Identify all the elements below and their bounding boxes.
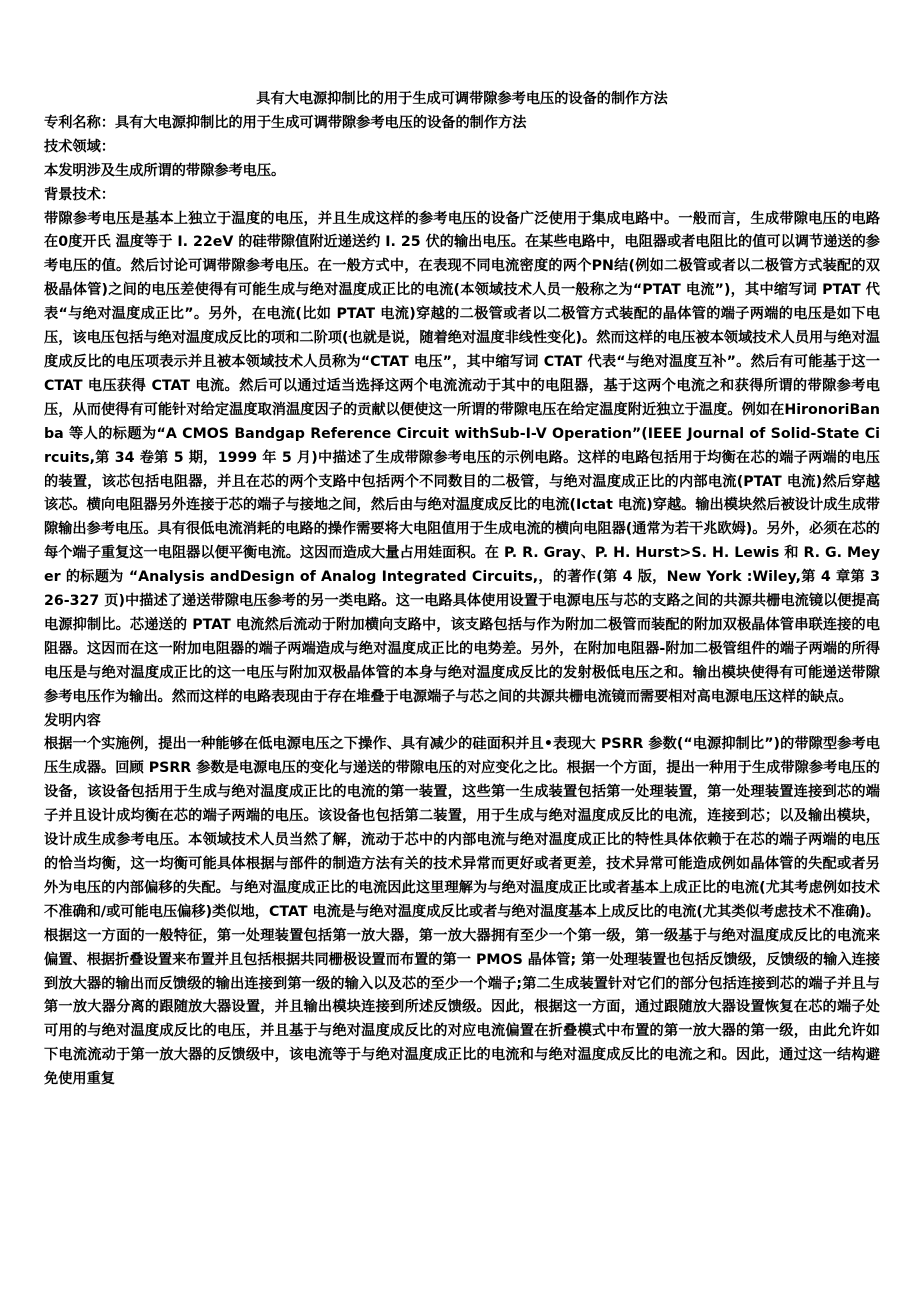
- document-title: 具有大电源抑制比的用于生成可调带隙参考电压的设备的制作方法: [256, 91, 668, 107]
- summary-paragraph: 根据一个实施例，提出一种能够在低电源电压之下操作、具有减少的硅面积并且•表现大 PSRR 参数(“电源抑制比”)的带隙型参考电压生成器。回顾 PSRR 参数是电源电压的变化与递送的带隙电压的对应变化之比。根据一个方面，提出一种用于生成带隙参考电压的设备，该设备包括用于生成与绝对温度成正比的电流的第一装置，这些第一生成装置包括第一处理装置，第一处理装置连接到芯的端子并且设计成均衡在芯的端子两端的电压。该设备也包括第二装置，用于生成与绝对温度成反比的电流，连接到芯；以及输出模块，设计成生成参考电压。本领域技术人员当然了解，流动于芯中的内部电流与绝对温度成正比的特性具体依赖于在芯的端子两端的电压的恰当均衡，这一均衡可能具体根据与部件的制造方法有关的技术异常而更好或者更差，技术异常可能造成例如晶体管的失配或者另外为电压的内部偏移的失配。与绝对温度成正比的电流因此这里理解为与绝对温度成正比或者基本上成正比的电流(尤其考虑例如技术不准确和/或可能电压偏移)类似地，CTAT 电流是与绝对温度成反比或者与绝对温度基本上成反比的电流(尤其类似考虑技术不准确)。根据这一方面的一般特征，第一处理装置包括第一放大器，第一放大器拥有至少一个第一级，第一级基于与绝对温度成反比的电流来偏置、根据折叠设置来布置并且包括根据共同栅极设置而布置的第一 PMOS 晶体管; 第一处理装置也包括反馈级，反馈级的输入连接到放大器的输出而反馈级的输出连接到第一级的输入以及芯的至少一个端子;第二生成装置针对它们的部分包括连接到芯的端子并且与第一放大器分离的跟随放大器设置，并且输出模块连接到所述反馈级。因此，根据这一方面，通过跟随放大器设置恢复在芯的端子处可用的与绝对温度成反比的电压，并且基于与绝对温度成反比的对应电流偏置在折叠模式中布置的第一放大器的第一级，由此允许如下电流流动于第一放大器的反馈级中，该电流等于与绝对温度成正比的电流和与绝对温度成反比的电流之和。因此，通过这一结构避免使用重复: [44, 736, 880, 1088]
- document-page: [44, 88, 880, 1092]
- background-paragraph: 带隙参考电压是基本上独立于温度的电压，并且生成这样的参考电压的设备广泛使用于集成电路中。一般而言，生成带隙电压的电路在0度开氏 温度等于 I. 22eV 的硅带隙值附近递送约 I. 25 伏的输出电压。在某些电路中，电阻器或者电阻比的值可以调节递送的参考电压的值。然后讨论可调带隙参考电压。在一般方式中，在表现不同电流密度的两个PN结(例如二极管或者以二极管方式装配的双极晶体管)之间的电压差使得有可能生成与绝对温度成正比的电流(本领域技术人员一般称之为“PTAT 电流”)，其中缩写词 PTAT 代表“与绝对温度成正比”。另外，在电流(比如 PTAT 电流)穿越的二极管或者以二极管方式装配的晶体管的端子两端的电压是如下电压，该电压包括与绝对温度成反比的项和二阶项(也就是说，随着绝对温度非线性变化)。然而这样的电压被本领域技术人员用与绝对温度成反比的电压项表示并且被本领域技术人员称为“CTAT 电压”，其中缩写词 CTAT 代表“与绝对温度互补”。然后有可能基于这一 CTAT 电压获得 CTAT 电流。然后可以通过适当选择这两个电流流动于其中的电阻器，基于这两个电流之和获得所谓的带隙参考电压，从而使得有可能针对给定温度取消温度因子的贡献以便使这一所谓的带隙电压在给定温度附近独立于温度。例如在HironoriBanba 等人的标题为“A CMOS Bandgap Reference Circuit withSub-I-V Operation”(IEEE Journal of Solid-State Circuits,第 34 卷第 5 期，1999 年 5 月)中描述了生成带隙参考电压的示例电路。这样的电路包括用于均衡在芯的端子两端的电压的装置，该芯包括电阻器，并且在芯的两个支路中包括两个不同数目的二极管，与绝对温度成正比的内部电流(PTAT 电流)然后穿越该芯。横向电阻器另外连接于芯的端子与接地之间，然后由与绝对温度成反比的电流(Ictat 电流)穿越。输出模块然后被设计成生成带隙输出参考电压。具有很低电流消耗的电路的操作需要将大电阻值用于生成电流的横向电阻器(通常为若干兆欧姆)。另外，必须在芯的每个端子重复这一电阻器以便平衡电流。这因而造成大量占用娃面积。在 P. R. Gray、P. H. Hurst>S. H. Lewis 和 R. G. Meyer 的标题为 “Analysis andDesign of Analog Integrated Circuits,，的著作(第 4 版，New York :Wiley,第 4 章第 326-327 页)中描述了递送带隙电压参考的另一类电路。这一电路具体使用设置于电源电压与芯的支路之间的共源共栅电流镜以便提高电源抑制比。芯递送的 PTAT 电流然后流动于附加横向支路中，该支路包括与作为附加二极管而装配的附加双极晶体管串联连接的电阻器。这因而在这一附加电阻器的端子两端造成与绝对温度成正比的电势差。另外，在附加电阻器-附加二极管组件的端子两端的所得电压是与绝对温度成正比的这一电压与附加双极晶体管的本身与绝对温度成反比的发射极低电压之和。输出模块使得有可能递送带隙参考电压作为输出。然而这样的电路表现由于存在堆叠于电源端子与芯之间的共源共栅电流镜而需要相对高电源电压这样的缺点。: [44, 210, 880, 705]
- field-text: 本发明涉及生成所谓的带隙参考电压。: [44, 162, 286, 179]
- patent-name: 专利名称：具有大电源抑制比的用于生成可调带隙参考电压的设备的制作方法: [44, 114, 527, 131]
- field-heading: 技术领域：: [44, 138, 115, 155]
- summary-heading: 发明内容: [44, 712, 101, 729]
- background-heading: 背景技术：: [44, 186, 115, 203]
